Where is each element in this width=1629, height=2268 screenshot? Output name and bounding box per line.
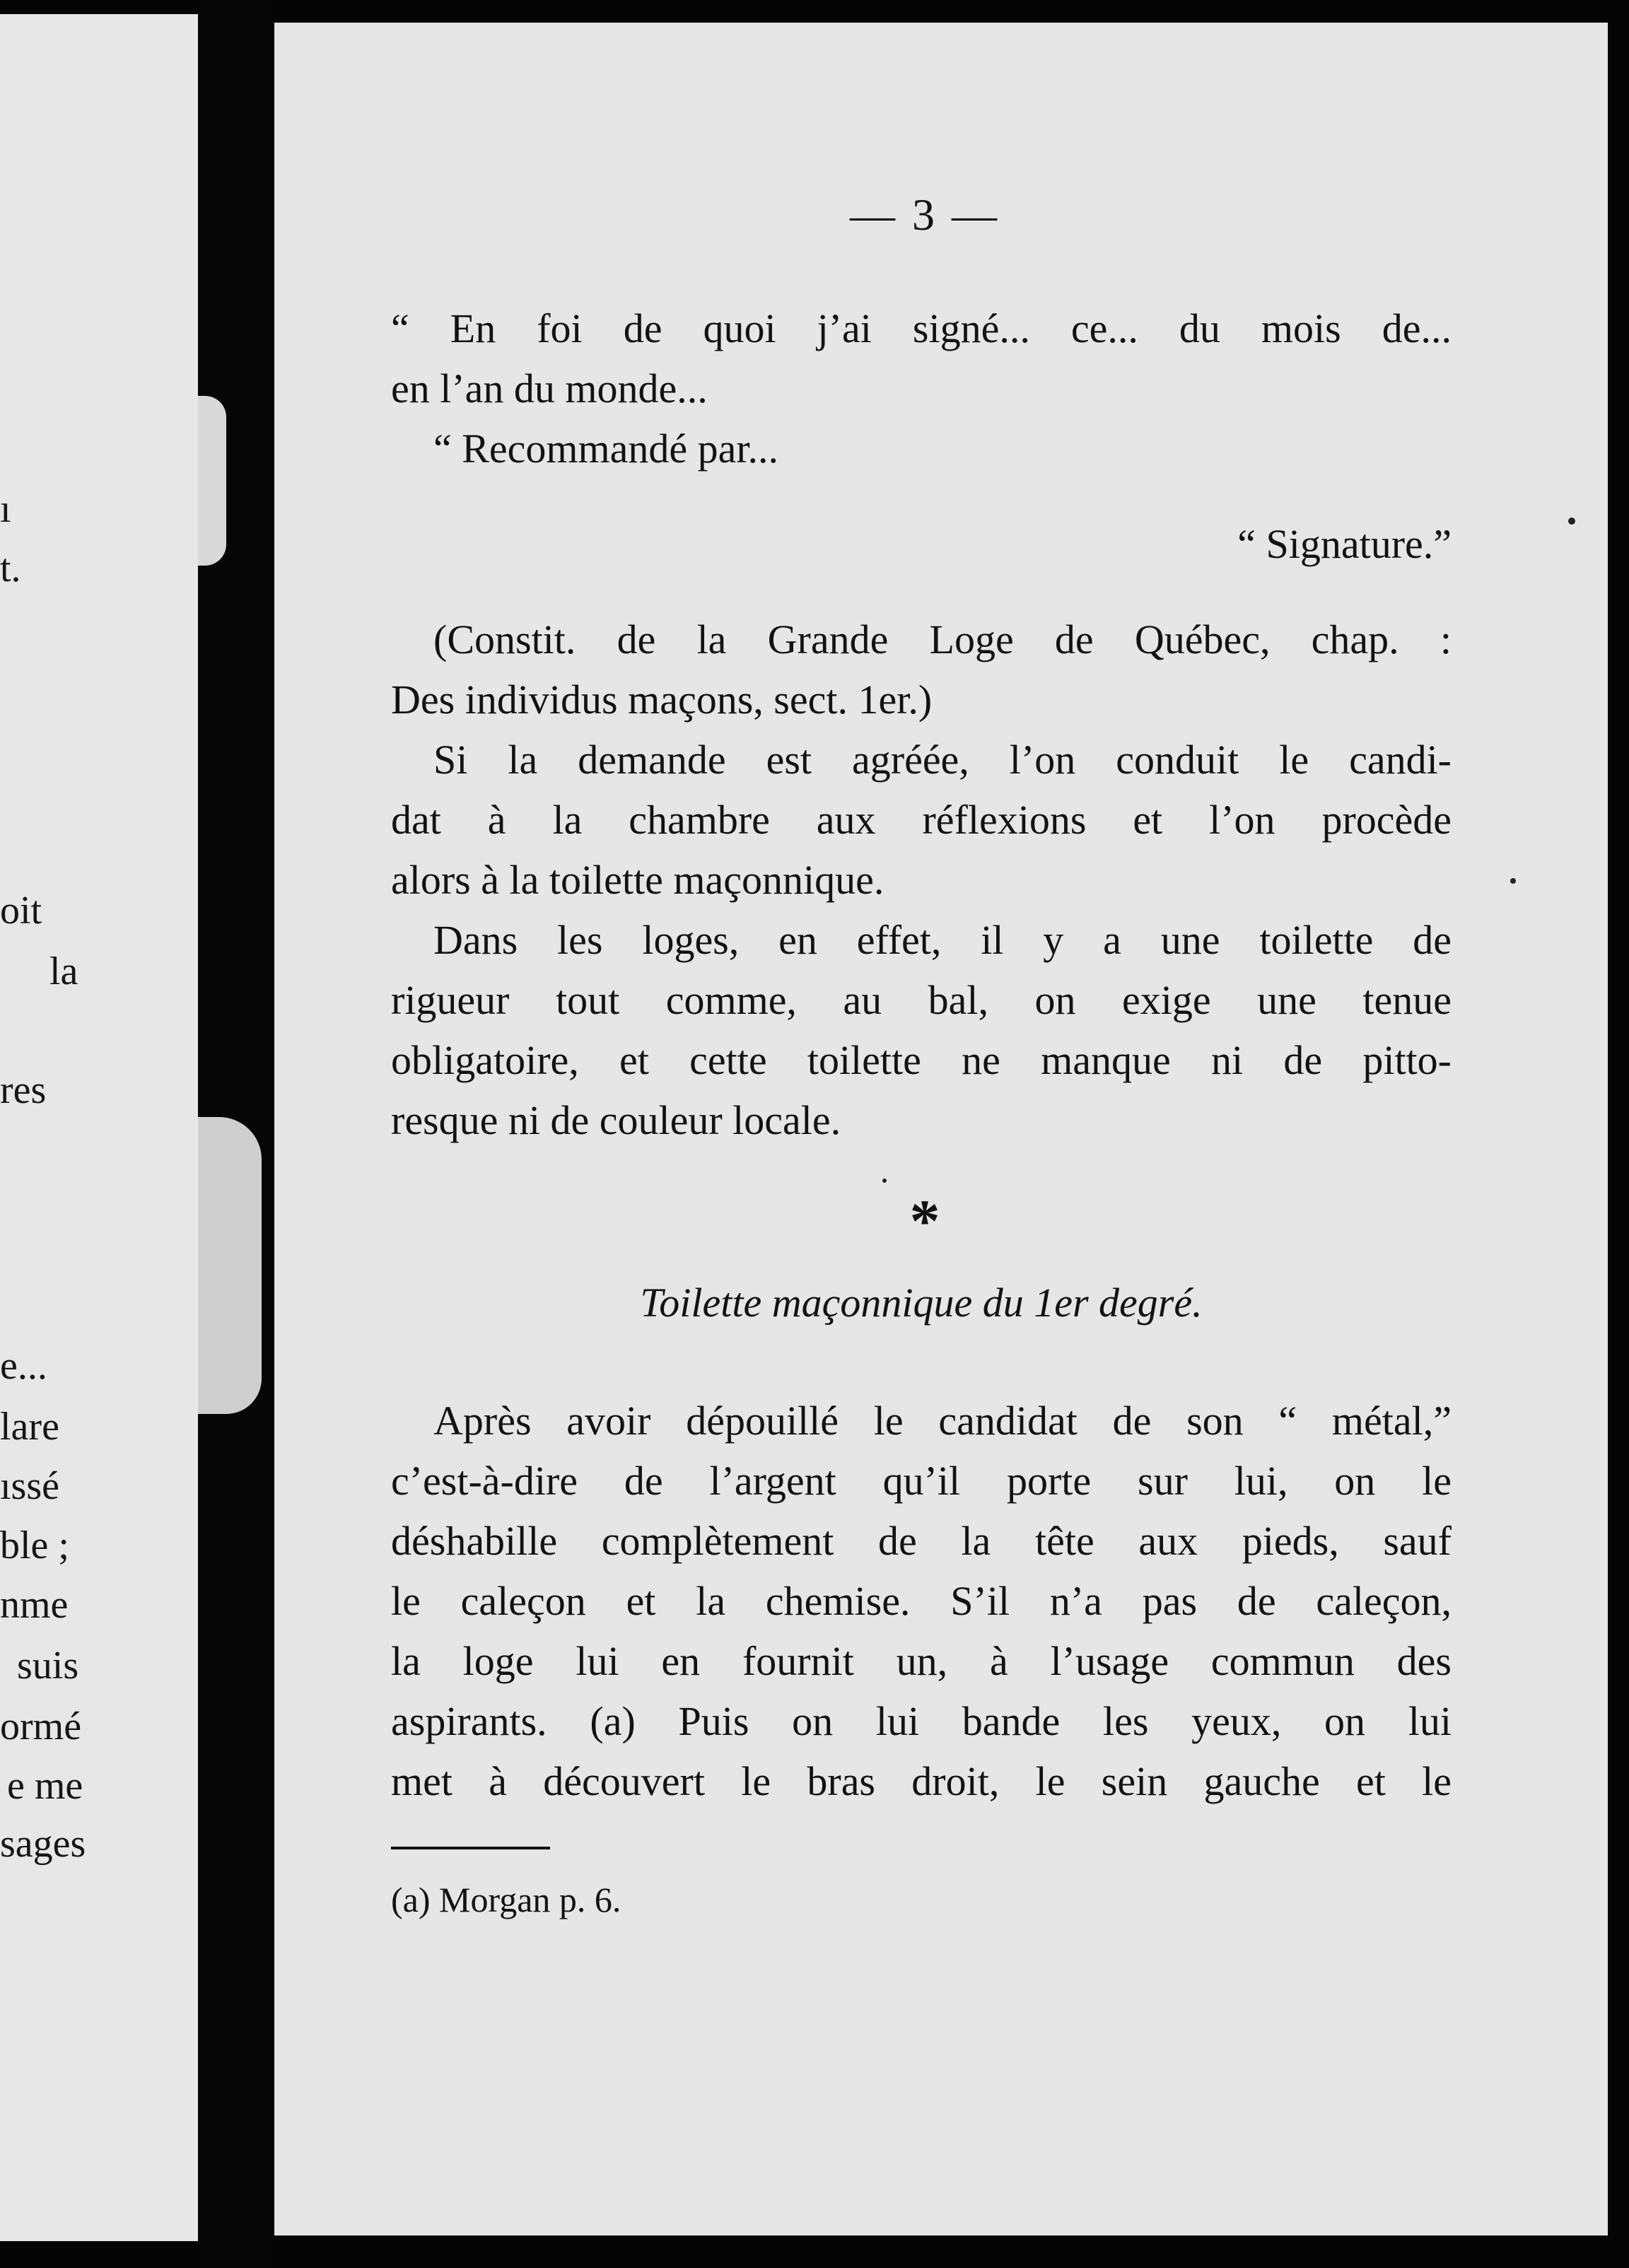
text-line: obligatoire, et cette toilette ne manque ni de pitto-	[391, 1037, 1452, 1083]
text-line: “ Recommandé par...	[433, 426, 778, 472]
text-line: déshabille complètement de la tête aux pieds, sauf	[391, 1518, 1452, 1564]
left-facing-page	[0, 14, 198, 2241]
text-line: Après avoir dépouillé le candidat de son “ métal,”	[433, 1398, 1452, 1444]
text-line: c’est-à-dire de l’argent qu’il porte sur lui, on le	[391, 1458, 1452, 1504]
text-line: (Constit. de la Grande Loge de Québec, chap. :	[433, 616, 1452, 662]
left-page-fragment: oit	[0, 889, 42, 933]
text-line: alors à la toilette maçonnique.	[391, 857, 884, 903]
book-gutter	[198, 0, 274, 2268]
torn-edge	[198, 1117, 262, 1414]
paper-speck	[1568, 518, 1575, 525]
book-page	[274, 23, 1608, 2235]
left-page-fragment: nme	[0, 1583, 69, 1627]
left-page-fragment: res	[0, 1068, 47, 1112]
left-page-fragment: sages	[0, 1822, 86, 1866]
page-number: — 3 —	[850, 189, 1000, 240]
left-page-fragment: suis	[17, 1644, 79, 1688]
section-heading: Toilette maçonnique du 1er degré.	[640, 1280, 1203, 1326]
text-line: en l’an du monde...	[391, 366, 708, 411]
left-page-fragment: ble ;	[0, 1524, 69, 1567]
paper-speck	[1510, 878, 1516, 884]
footnote: (a) Morgan p. 6.	[391, 1880, 621, 1919]
left-page-fragment: la	[49, 949, 78, 993]
footnote-rule	[391, 1847, 550, 1849]
text-line: rigueur tout comme, au bal, on exige une tenue	[391, 977, 1452, 1023]
left-page-fragment: ı	[0, 487, 11, 531]
left-page-fragment: ormé	[0, 1705, 82, 1748]
section-separator: *	[909, 1187, 940, 1255]
text-line: la loge lui en fournit un, à l’usage commun des	[391, 1638, 1452, 1684]
text-line: met à découvert le bras droit, le sein gauche et le	[391, 1758, 1452, 1804]
left-page-fragment: e...	[0, 1344, 47, 1388]
left-page-fragment: e me	[7, 1764, 83, 1808]
text-line: dat à la chambre aux réflexions et l’on procède	[391, 797, 1452, 843]
text-line: “ En foi de quoi j’ai signé... ce... du mois de...	[391, 305, 1452, 351]
text-line: resque ni de couleur locale.	[391, 1097, 841, 1143]
signature-line: “ Signature.”	[1237, 521, 1452, 567]
paper-speck	[882, 1179, 887, 1183]
torn-edge	[198, 396, 226, 566]
text-line: Si la demande est agréée, l’on conduit le candi-	[433, 737, 1452, 783]
text-line: Dans les loges, en effet, il y a une toilette de	[433, 917, 1452, 963]
left-page-fragment: lare	[0, 1405, 59, 1449]
text-line: Des individus maçons, sect. 1er.)	[391, 677, 933, 723]
left-page-fragment: ıssé	[0, 1464, 59, 1508]
text-line: le caleçon et la chemise. S’il n’a pas de caleçon,	[391, 1578, 1452, 1624]
left-page-fragment: t.	[0, 546, 21, 590]
text-line: aspirants. (a) Puis on lui bande les yeux, on lui	[391, 1698, 1452, 1744]
